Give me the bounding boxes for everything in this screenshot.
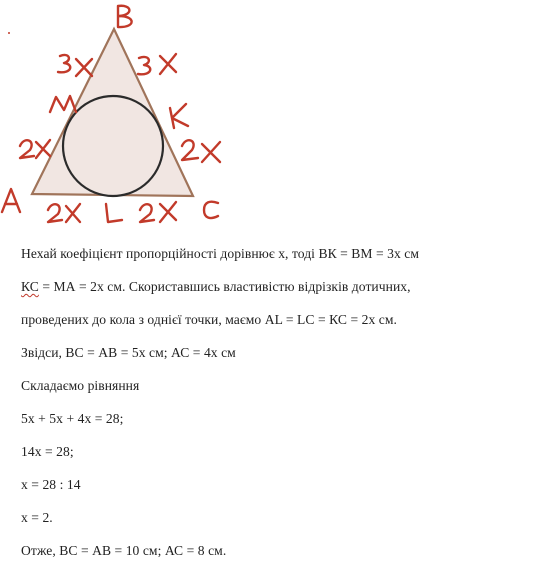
solution-line-6-text: 5х + 5х + 4х = 28; <box>21 411 124 426</box>
solution-line-5-text: Складаємо рівняння <box>21 378 140 393</box>
solution-line-3 <box>21 303 531 336</box>
vertex-label-b <box>118 6 132 27</box>
solution-line-2 <box>21 270 531 303</box>
vertex-label-a <box>2 189 20 212</box>
segment-label-bk <box>138 54 176 74</box>
solution-line-9 <box>21 501 531 534</box>
segment-label-al <box>48 204 80 222</box>
solution-line-6 <box>21 402 531 435</box>
solution-line-4-text: Звідси, ВС = АВ = 5х см; АС = 4х см <box>21 345 236 360</box>
solution-line-1-text: Нехай коефіцієнт пропорційності дорівнює х, тоді ВК = ВМ = 3х см <box>21 246 420 261</box>
tangent-label-k <box>170 104 188 128</box>
solution-line-1 <box>21 237 531 270</box>
solution-line-9-text: х = 2. <box>21 510 53 525</box>
solution-line-3-text: проведених до кола з однієї точки, маємо AL = LC = КС = 2х см. <box>21 312 397 327</box>
tangent-label-m <box>50 96 76 112</box>
triangle-figure <box>0 0 235 232</box>
solution-line-7-text: 14х = 28; <box>21 444 74 459</box>
solution-line-10 <box>21 534 531 567</box>
solution-line-5 <box>21 369 531 402</box>
triangle-diagram <box>0 0 235 232</box>
solution-line-8-text: х = 28 : 14 <box>21 477 81 492</box>
stray-dot <box>8 32 10 34</box>
vertex-label-c <box>204 202 218 218</box>
solution-line-10-text: Отже, ВС = АВ = 10 см; АС = 8 см. <box>21 543 227 558</box>
solution-line-7 <box>21 435 531 468</box>
solution-line-2-text: = МА = 2х см. Скориставшись властивістю відрізків дотичних, <box>38 279 411 294</box>
segment-label-kc <box>182 140 220 162</box>
inscribed-circle <box>63 96 163 196</box>
solution-line-4 <box>21 336 531 369</box>
segment-label-bm <box>58 55 92 76</box>
solution-line-8 <box>21 468 531 501</box>
segment-label-lc <box>140 202 176 222</box>
spellcheck-underlined-kc: КС <box>21 279 39 294</box>
solution-text <box>21 237 531 567</box>
tangent-label-l <box>106 204 122 222</box>
segment-label-am <box>20 140 50 158</box>
